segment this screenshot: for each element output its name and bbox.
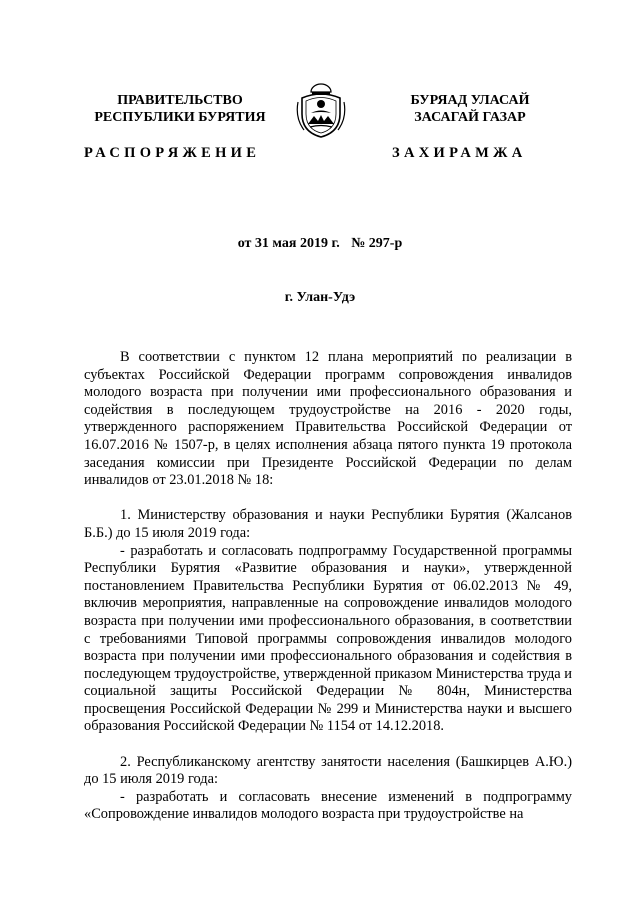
item-2-heading: 2. Республиканскому агентству занятости населения (Башкирцев А.Ю.) до 15 июля 2019 года: xyxy=(84,753,572,788)
intro-paragraph: В соответствии с пунктом 12 плана мероприятий по реализации в субъектах Российской Федерации программ сопровождения инвалидов молодого возраста при получении ими профессионального образования и содействия в последующем трудоустройстве на 2016 - 2020 годы, утвержденного распоряжением Правительства Российской Федерации от 16.07.2016 № 1507-р, в целях исполнения абзаца пятого пункта 19 протокола заседания комиссии при Президенте Российской Федерации по делам инвалидов от 23.01.2018 № 18: xyxy=(84,349,572,489)
item-1-heading: 1. Министерству образования и науки Республики Бурятия (Жалсанов Б.Б.) до 15 июля 2019 года: xyxy=(84,507,572,541)
issuer-line-2: РЕСПУБЛИКИ БУРЯТИЯ xyxy=(94,110,266,125)
item-1-text: - разработать и согласовать подпрограмму Государственной программы Республики Бурятия «Развитие образования и науки», утвержденной постановлением Правительства Республики Бурятия от 06.02.2013 № 49, включив мероприятия, направленные на сопровождение инвалидов молодого возраста при получении ими профессионального образования, в соответствии с требованиями Типовой программы сопровождения инвалидов молодого возраста при получении ими профессионального образования и содействия в последующем трудоустройстве, утвержденной приказом Министерства труда и социальной защиты Российской Федерации № 804н, Министерства просвещения Российской Федерации № 299 и Министерства науки и высшего образования Российской Федерации № 1154 от 14.12.2018. xyxy=(84,542,572,735)
city: г. Улан-Удэ xyxy=(284,290,356,305)
coat-of-arms-icon xyxy=(294,80,348,140)
document-number: № 297-р xyxy=(351,236,403,251)
document-body xyxy=(84,349,572,824)
issuer-name-russian xyxy=(80,92,280,126)
document-type-buryat: ЗАХИРАМЖА xyxy=(392,145,527,161)
issuer-line-2: ЗАСАГАЙ ГАЗАР xyxy=(414,110,526,125)
date-number-line xyxy=(0,236,640,252)
issuer-line-1: БУРЯАД УЛАСАЙ xyxy=(410,93,530,108)
item-2-text: - разработать и согласовать внесение изменений в подпрограмму «Сопровождение инвалидов молодого возраста при трудоустройстве на xyxy=(84,788,572,823)
document-date: от 31 мая 2019 г. xyxy=(237,236,340,251)
document-type-russian: РАСПОРЯЖЕНИЕ xyxy=(84,145,261,161)
issuer-name-buryat xyxy=(370,92,570,126)
issuer-line-1: ПРАВИТЕЛЬСТВО xyxy=(117,93,243,108)
